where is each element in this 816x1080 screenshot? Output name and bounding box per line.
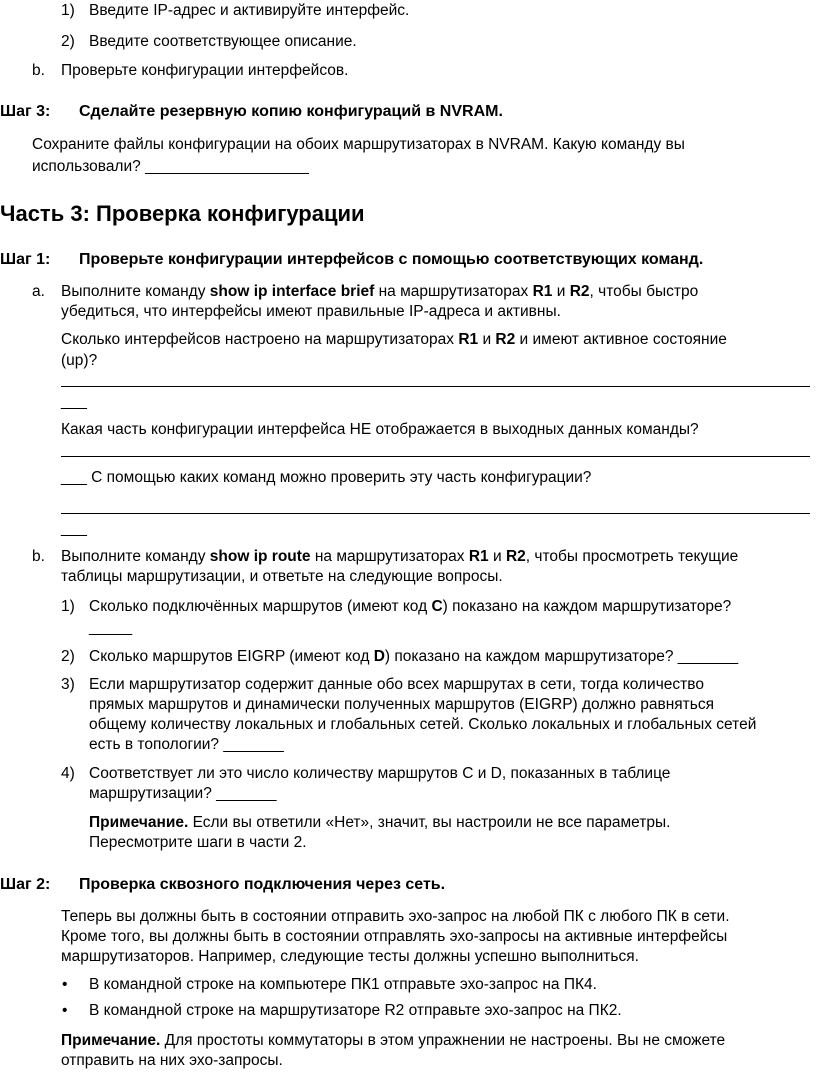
part3-heading: Часть 3: Проверка конфигурации xyxy=(0,201,365,226)
step2-label: Шаг 2: xyxy=(0,876,51,893)
note: Примечание. Если вы ответили «Нет», значит, вы настроили не все параметры. xyxy=(89,814,671,831)
step1-title: Проверьте конфигурации интерфейсов с помощью соответствующих команд. xyxy=(79,251,704,268)
b-question-2: Сколько маршрутов EIGRP (имеют код D) показано на каждом маршрутизаторе? _______ xyxy=(89,648,739,665)
answer-short-blank: ___ xyxy=(61,393,87,410)
list-item-text: Введите соответствующее описание. xyxy=(89,33,357,50)
b-question-1: Сколько подключённых маршрутов (имеют код C) показано на каждом маршрутизаторе? xyxy=(89,598,732,615)
step2-paragraph: маршрутизаторов. Например, следующие тесты должны успешно выполниться. xyxy=(61,948,639,965)
bullet-item: В командной строке на маршрутизаторе R2 отправьте эхо-запрос на ПК2. xyxy=(89,1002,622,1019)
list-marker: 1) xyxy=(61,2,75,19)
list-marker: b. xyxy=(32,548,45,565)
step1-a-line2: убедиться, что интерфейсы имеют правильные IP-адреса и активны. xyxy=(61,303,561,320)
b-question-3: Если маршрутизатор содержит данные обо всех маршрутах в сети, тогда количество xyxy=(89,676,704,693)
list-item-text: Проверьте конфигурации интерфейсов. xyxy=(61,62,349,79)
question-2: Какая часть конфигурации интерфейса НЕ отображается в выходных данных команды? xyxy=(61,421,699,438)
b-question-3: общему количеству локальных и глобальных сетей. Сколько локальных и глобальных сетей xyxy=(89,716,757,733)
note: Примечание. Для простоты коммутаторы в этом упражнении не настроены. Вы не сможете xyxy=(61,1032,726,1049)
b-question-4: Соответствует ли это число количеству маршрутов C и D, показанных в таблице xyxy=(89,765,671,782)
step1-a-line1: Выполните команду show ip interface brief на маршрутизаторах R1 и R2, чтобы быстро xyxy=(61,283,699,300)
step3-paragraph: Сохраните файлы конфигурации на обоих маршрутизаторах в NVRAM. Какую команду вы xyxy=(32,136,685,153)
b-question-4: маршрутизации? _______ xyxy=(89,785,277,802)
question-3: ___ С помощью каких команд можно проверить эту часть конфигурации? xyxy=(61,469,592,486)
step2-paragraph: Теперь вы должны быть в состоянии отправить эхо-запрос на любой ПК с любого ПК в сети. xyxy=(61,908,730,925)
list-marker: 2) xyxy=(61,33,75,50)
list-marker: 2) xyxy=(61,648,75,665)
list-marker: 4) xyxy=(61,765,75,782)
list-marker: 3) xyxy=(61,676,75,693)
bullet-item: В командной строке на компьютере ПК1 отправьте эхо-запрос на ПК4. xyxy=(89,976,597,993)
note: Пересмотрите шаги в части 2. xyxy=(89,834,307,851)
b-question-3: есть в топологии? _______ xyxy=(89,736,284,753)
answer-line xyxy=(61,513,810,514)
b-question-1-blank: _____ xyxy=(89,619,133,636)
step1-b-line2: таблицы маршрутизации, и ответьте на следующие вопросы. xyxy=(61,568,503,585)
answer-line xyxy=(61,386,810,387)
answer-line xyxy=(61,456,810,457)
question-1: Сколько интерфейсов настроено на маршрутизаторах R1 и R2 и имеют активное состояние xyxy=(61,331,727,348)
list-marker: a. xyxy=(32,283,45,300)
answer-short-blank: ___ xyxy=(61,520,87,537)
step1-b-line1: Выполните команду show ip route на маршрутизаторах R1 и R2, чтобы просмотреть текущие xyxy=(61,548,739,565)
list-item-text: Введите IP-адрес и активируйте интерфейс. xyxy=(89,2,410,19)
step3-label: Шаг 3: xyxy=(0,103,51,120)
question-1-cont: (up)? xyxy=(61,352,98,369)
step2-paragraph: Кроме того, вы должны быть в состоянии отправлять эхо-запросы на активные интерфейсы xyxy=(61,928,728,945)
step3-title: Сделайте резервную копию конфигураций в NVRAM. xyxy=(79,103,503,120)
bullet-icon: • xyxy=(62,976,68,993)
list-marker: 1) xyxy=(61,598,75,615)
step1-label: Шаг 1: xyxy=(0,251,51,268)
list-marker: b. xyxy=(32,62,45,79)
note: отправить на них эхо-запросы. xyxy=(61,1052,283,1069)
step3-paragraph: использовали? ___________________ xyxy=(32,158,309,175)
bullet-icon: • xyxy=(62,1002,68,1019)
step2-title: Проверка сквозного подключения через сеть. xyxy=(79,876,446,893)
b-question-3: прямых маршрутов и динамически полученных маршрутов (EIGRP) должно равняться xyxy=(89,696,714,713)
